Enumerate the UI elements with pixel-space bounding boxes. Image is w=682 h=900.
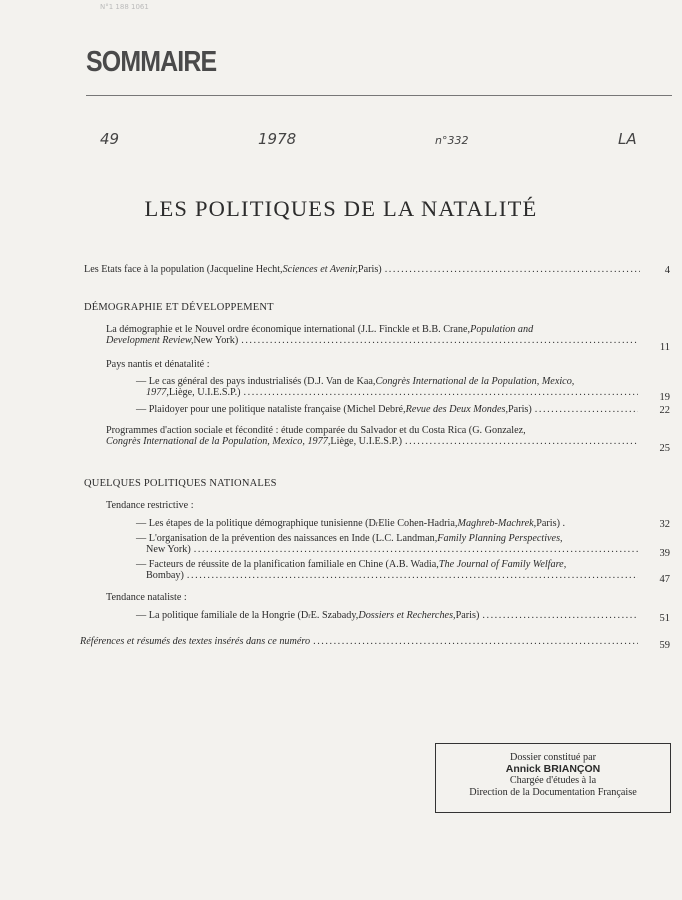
entry-text-after: Paris) <box>357 264 382 275</box>
leader-dots <box>535 404 638 415</box>
entry-source: Congrès International de la Population, Mexico, 1977, <box>106 436 331 447</box>
entry-text: — L'organisation de la prévention des naissances en Inde (L.C. Landman, <box>136 533 438 544</box>
leader-dots <box>313 636 638 647</box>
dossier-title: LES POLITIQUES DE LA NATALITÉ <box>144 196 538 221</box>
entry-text-after: Paris) <box>455 610 480 621</box>
superscript: r <box>375 520 379 528</box>
entry-source: Population and <box>470 324 534 335</box>
entry-text-after: Paris) <box>508 404 532 415</box>
toc-entry-nouvel-ordre[interactable] <box>106 324 638 346</box>
toc-entry-debre[interactable] <box>136 404 638 415</box>
subheading-pays-nantis: Pays nantis et dénatalité : <box>106 359 210 370</box>
entry-text-cont: New York) <box>146 544 191 555</box>
handwritten-number: n°332 <box>435 134 469 147</box>
leader-dots <box>482 610 638 621</box>
handwritten-year: 1978 <box>258 130 297 148</box>
entry-text: Programmes d'action sociale et fécondité : étude comparée du Salvador et du Costa Rica (G. Gonzalez, <box>106 425 526 436</box>
leader-dots <box>405 436 638 447</box>
entry-text-after: Liège, U.I.E.S.P.) <box>168 387 241 398</box>
toc-entry-van-de-kaa[interactable] <box>136 376 638 398</box>
entry-text-after: New York) <box>193 335 239 346</box>
entry-text: — La politique familiale de la Hongrie (D <box>136 610 309 621</box>
entry-text: — Facteurs de réussite de la planification familiale en Chine (A.B. Wadia, <box>136 559 439 570</box>
entry-source: Congrès International de la Population, Mexico, <box>375 376 575 387</box>
leader-dots <box>241 335 638 346</box>
entry-text-after: Paris) . <box>536 518 566 529</box>
page-number: 19 <box>659 392 670 403</box>
entry-source-cont: Development Review, <box>106 335 194 346</box>
entry-text-cont: Bombay) <box>146 570 184 581</box>
subheading-tendance-restrictive: Tendance restrictive : <box>106 500 194 511</box>
entry-text: Références et résumés des textes insérés dans ce numéro <box>80 636 311 647</box>
entry-source: Dossiers et Recherches, <box>358 610 456 621</box>
handwritten-issue: 49 <box>100 130 120 148</box>
credits-institution: Direction de la Documentation Française <box>469 786 637 798</box>
page-number: 39 <box>659 548 670 559</box>
page-number: 32 <box>659 519 670 530</box>
entry-source: Maghreb-Machrek, <box>457 518 537 529</box>
subheading-tendance-nataliste: Tendance nataliste : <box>106 592 187 603</box>
toc-entry-hongrie[interactable] <box>136 610 638 622</box>
page-number: 47 <box>659 574 670 585</box>
entry-source: Family Planning Perspectives, <box>437 533 563 544</box>
page-number: 51 <box>659 613 670 624</box>
entry-source: Revue des Deux Mondes, <box>405 404 509 415</box>
leader-dots <box>244 387 638 398</box>
entry-text: Les Etats face à la population (Jacqueline Hecht, <box>84 264 283 275</box>
superscript: r <box>308 612 311 620</box>
toc-entry-tunisie[interactable] <box>136 518 638 530</box>
page-number: 4 <box>664 265 670 276</box>
page-number: 25 <box>659 443 670 454</box>
leader-dots <box>187 570 638 581</box>
entry-text-after: Liège, U.I.E.S.P.) <box>330 436 402 447</box>
archive-stamp: N°1 188 1061 <box>100 3 149 11</box>
credits-role: Chargée d'études à la <box>509 775 597 786</box>
section-heading-politiques-nationales: QUELQUES POLITIQUES NATIONALES <box>84 478 277 489</box>
entry-text-mid: E. Szabady, <box>310 610 359 621</box>
entry-text: — Le cas général des pays industrialisés (D.J. Van de Kaa, <box>136 376 376 387</box>
section-heading-demographie: DÉMOGRAPHIE ET DÉVELOPPEMENT <box>84 302 274 313</box>
page-number: 22 <box>659 405 670 416</box>
author-name: Annick BRIANÇON <box>505 762 601 775</box>
toc-entry-inde[interactable] <box>136 533 638 555</box>
entry-source: The Journal of Family Welfare, <box>438 559 567 570</box>
handwritten-code: LA <box>618 130 637 148</box>
entry-text: — Plaidoyer pour une politique nataliste française (Michel Debré, <box>136 404 406 415</box>
entry-source-cont: 1977, <box>146 387 169 398</box>
toc-entry-gonzalez[interactable] <box>106 425 638 447</box>
toc-entry-chine[interactable] <box>136 559 638 581</box>
toc-entry-intro[interactable] <box>84 264 640 275</box>
header-divider <box>86 95 672 96</box>
toc-entry-references[interactable] <box>80 636 638 647</box>
credits-line: Dossier constitué par <box>509 752 596 763</box>
entry-text: — Les étapes de la politique démographique tunisienne (D <box>136 518 376 529</box>
leader-dots <box>385 264 640 275</box>
entry-text-mid: Elie Cohen-Hadria, <box>378 518 458 529</box>
page-title: SOMMAIRE <box>86 46 217 78</box>
credits-box <box>435 743 671 813</box>
entry-text: La démographie et le Nouvel ordre économique international (J.L. Finckle et B.B. Crane, <box>106 324 471 335</box>
leader-dots <box>194 544 638 555</box>
page-number: 59 <box>659 640 670 651</box>
page-number: 11 <box>659 342 670 353</box>
entry-source: Sciences et Avenir, <box>282 264 358 275</box>
